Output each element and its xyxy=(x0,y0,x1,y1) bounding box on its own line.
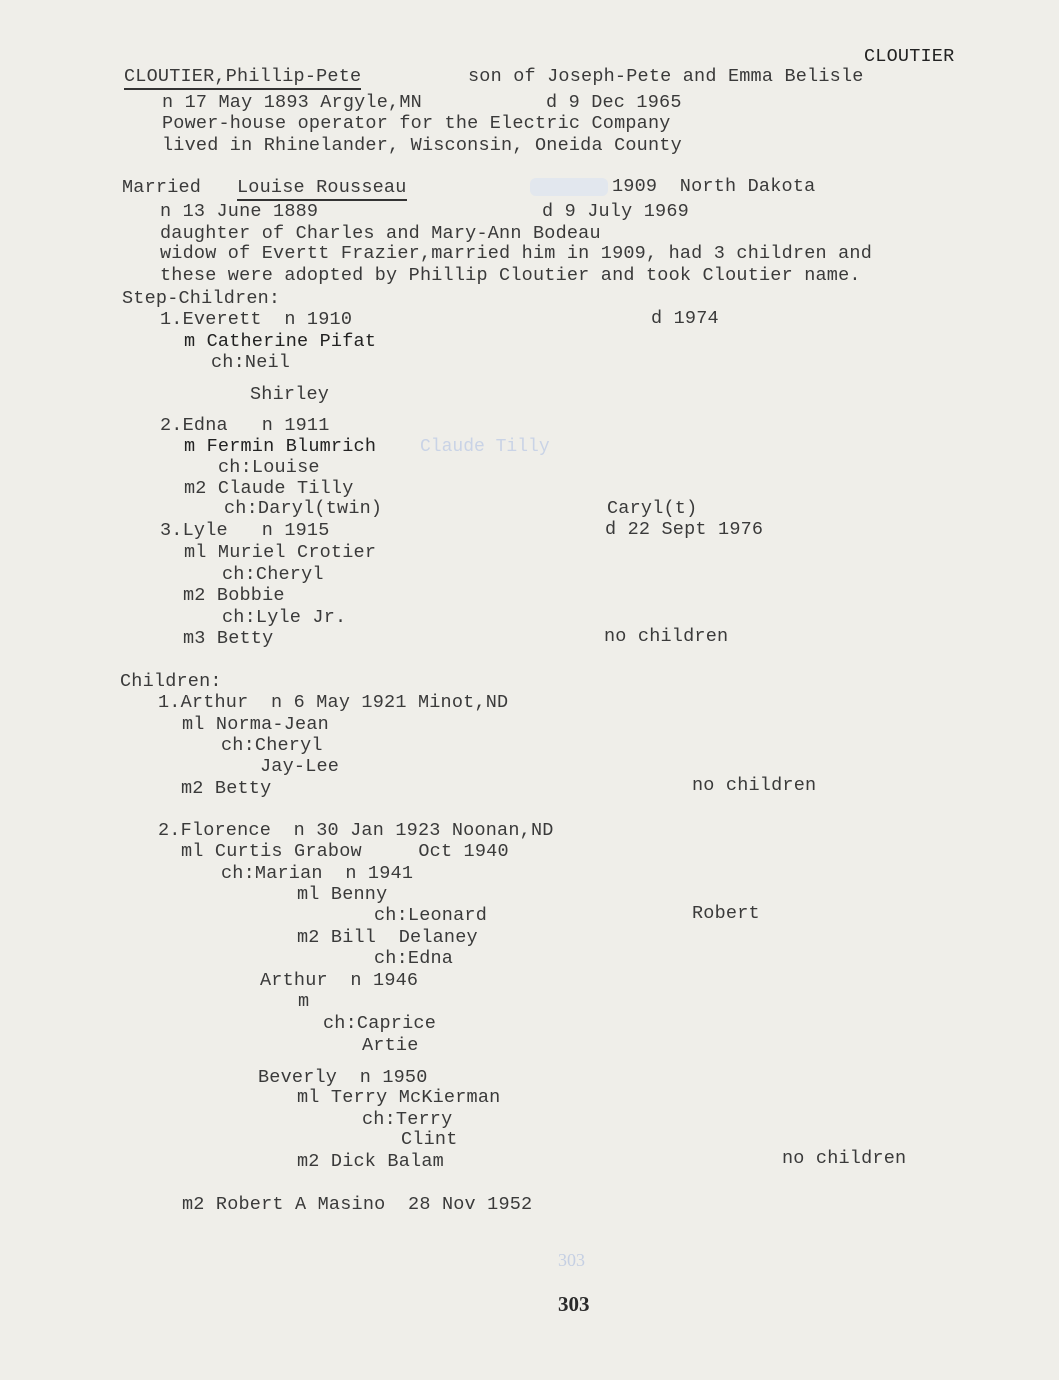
spouse-parents: daughter of Charles and Mary-Ann Bodeau xyxy=(160,223,601,244)
stepchild-line: ch:Daryl(twin) xyxy=(224,498,383,519)
child-line: ch:Caprice xyxy=(323,1013,437,1034)
ghost-text: Claude Tilly xyxy=(420,437,550,457)
stepchild-line: 1.Everett n 1910 xyxy=(160,309,353,330)
stepchild-line: Caryl(t) xyxy=(607,498,698,519)
child-line: Clint xyxy=(401,1129,458,1150)
child-line: Beverly n 1950 xyxy=(258,1067,428,1088)
marriage-year-place: 1909 North Dakota xyxy=(612,176,816,197)
child-line: ch:Leonard xyxy=(374,905,488,926)
spouse-note-2: these were adopted by Phillip Cloutier and took Cloutier name. xyxy=(160,265,861,286)
stepchild-line: m2 Claude Tilly xyxy=(184,478,354,499)
subject-name xyxy=(124,66,361,88)
child-line: Arthur n 1946 xyxy=(260,970,419,991)
child-line: ml Terry McKierman xyxy=(297,1087,501,1108)
child-line: ml Curtis Grabow Oct 1940 xyxy=(181,841,509,862)
child-line: m xyxy=(298,991,310,1012)
stepchild-line: ch:Cheryl xyxy=(222,564,324,585)
child-line: ch:Edna xyxy=(374,948,454,969)
child-line: ml Norma-Jean xyxy=(182,714,329,735)
child-line: no children xyxy=(692,775,817,796)
stepchildren-heading: Step-Children: xyxy=(122,288,281,309)
stepchild-line: m Catherine Pifat xyxy=(184,331,377,352)
child-line: m2 Robert A Masino 28 Nov 1952 xyxy=(182,1194,533,1215)
subject-born: n 17 May 1893 Argyle,MN xyxy=(162,92,422,113)
child-line: Artie xyxy=(362,1035,419,1056)
child-line: 2.Florence n 30 Jan 1923 Noonan,ND xyxy=(158,820,554,841)
stepchild-line: Shirley xyxy=(250,384,330,405)
spouse-note-1: widow of Evertt Frazier,married him in 1909, had 3 children and xyxy=(160,243,873,264)
child-line: ch:Cheryl xyxy=(221,735,323,756)
stepchild-line: ch:Lyle Jr. xyxy=(222,607,347,628)
children-heading: Children: xyxy=(120,671,222,692)
spouse-name-text: Louise Rousseau xyxy=(237,177,407,201)
spouse-name xyxy=(237,177,407,199)
stepchild-line: ch:Louise xyxy=(218,457,320,478)
stepchild-line: m3 Betty xyxy=(183,628,274,649)
spouse-born: n 13 June 1889 xyxy=(160,201,319,222)
married-label: Married xyxy=(122,177,202,198)
erased-smudge xyxy=(530,178,608,196)
stepchild-line: m2 Bobbie xyxy=(183,585,285,606)
child-line: Jay-Lee xyxy=(260,756,340,777)
stepchild-line: d 22 Sept 1976 xyxy=(605,519,764,540)
child-line: m2 Bill Delaney xyxy=(297,927,478,948)
ghost-page-stamp: 303 xyxy=(558,1250,585,1270)
child-line: no children xyxy=(782,1148,907,1169)
child-line: ml Benny xyxy=(297,884,388,905)
stepchild-line: 3.Lyle n 1915 xyxy=(160,520,330,541)
child-line: ch:Marian n 1941 xyxy=(221,863,414,884)
subject-occupation: Power-house operator for the Electric Company xyxy=(162,113,671,134)
stepchild-line: m Fermin Blumrich xyxy=(184,436,377,457)
child-line: Robert xyxy=(692,903,760,924)
child-line: ch:Terry xyxy=(362,1109,453,1130)
page-number: 303 xyxy=(558,1292,590,1316)
spouse-died: d 9 July 1969 xyxy=(542,201,689,222)
stepchild-line: ml Muriel Crotier xyxy=(184,542,377,563)
surname-header: CLOUTIER xyxy=(864,46,955,67)
stepchild-line: d 1974 xyxy=(651,308,719,329)
subject-name-text: CLOUTIER,Phillip-Pete xyxy=(124,66,361,90)
stepchild-line: 2.Edna n 1911 xyxy=(160,415,330,436)
child-line: 1.Arthur n 6 May 1921 Minot,ND xyxy=(158,692,509,713)
subject-parents: son of Joseph-Pete and Emma Belisle xyxy=(468,66,864,87)
child-line: m2 Betty xyxy=(181,778,272,799)
subject-died: d 9 Dec 1965 xyxy=(546,92,682,113)
subject-residence: lived in Rhinelander, Wisconsin, Oneida County xyxy=(162,135,682,156)
stepchild-line: no children xyxy=(604,626,729,647)
stepchild-line: ch:Neil xyxy=(211,352,291,373)
child-line: m2 Dick Balam xyxy=(297,1151,444,1172)
